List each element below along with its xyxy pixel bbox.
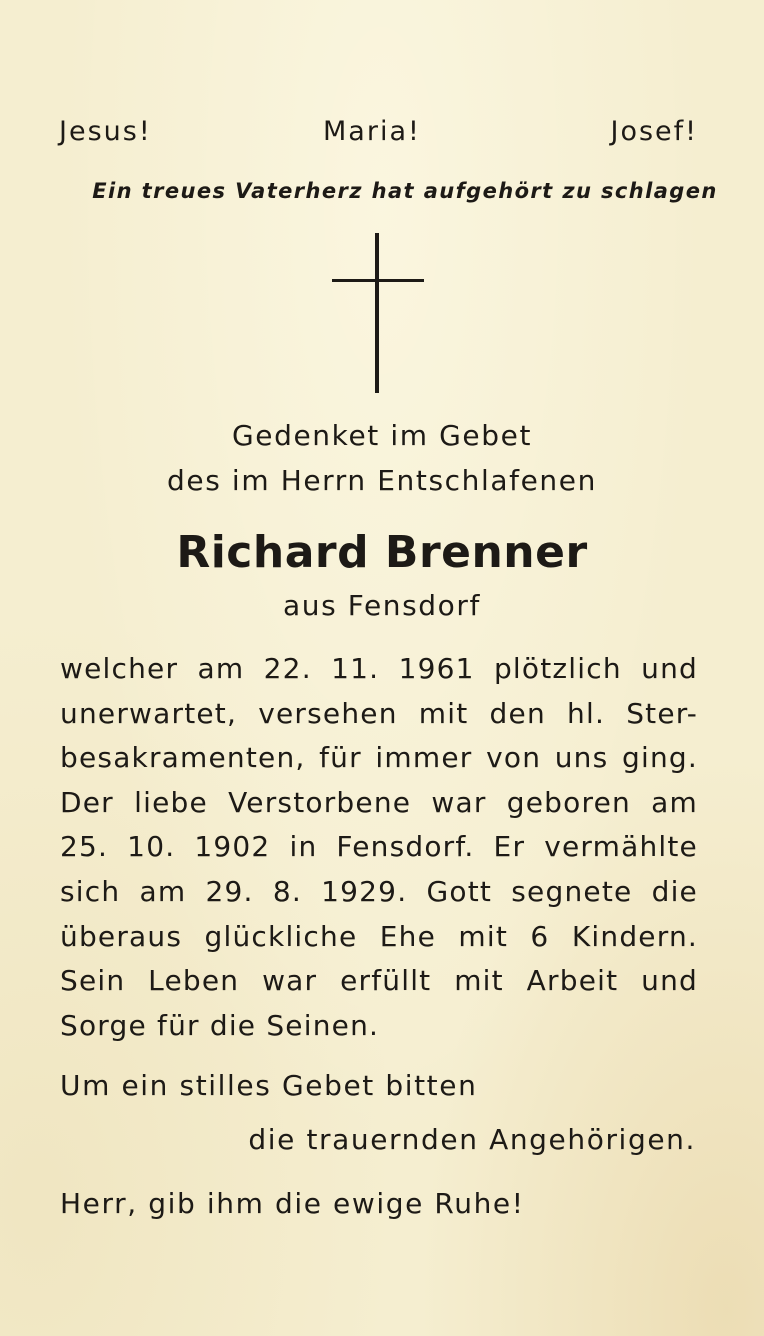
cross-horizontal-bar: [332, 279, 424, 282]
remembrance-line-1: Gedenket im Gebet: [231, 419, 533, 452]
remembrance-line-2: des im Herrn Entschlafenen: [167, 464, 597, 497]
biography-line: sich am 29. 8. 1929. Gott segnete die: [60, 874, 698, 908]
biography-line: besakramenten, für immer von uns ging.: [60, 741, 698, 775]
deceased-origin: aus Fensdorf: [282, 589, 481, 622]
biography-line: überaus glückliche Ehe mit 6 Kindern.: [60, 919, 698, 953]
biography-line: Der liebe Verstorbene war geboren am: [60, 785, 698, 819]
final-prayer: Herr, gib ihm die ewige Ruhe!: [60, 1187, 525, 1220]
cross-icon: [332, 233, 424, 393]
biography-line: Sein Leben war erfüllt mit Arbeit und: [60, 964, 698, 998]
invocation-josef: Josef!: [610, 116, 698, 147]
biography-line: Sorge für die Seinen.: [60, 1008, 380, 1042]
prayer-request: Um ein stilles Gebet bitten: [60, 1069, 478, 1102]
subtitle: Ein treues Vaterherz hat aufgehört zu schlagen: [92, 179, 718, 203]
invocation-jesus: Jesus!: [59, 116, 152, 147]
biography-line: welcher am 22. 11. 1961 plötzlich und: [60, 652, 698, 685]
invocation-maria: Maria!: [323, 116, 421, 147]
biography-line: unerwartet, versehen mit den hl. Ster-: [60, 696, 698, 730]
biography-line: 25. 10. 1902 in Fensdorf. Er vermählte: [60, 830, 698, 864]
mourners-signature: die trauernden Angehörigen.: [248, 1123, 696, 1156]
cross-vertical-bar: [375, 233, 379, 393]
deceased-name: Richard Brenner: [176, 527, 588, 578]
biography: [60, 647, 698, 1048]
